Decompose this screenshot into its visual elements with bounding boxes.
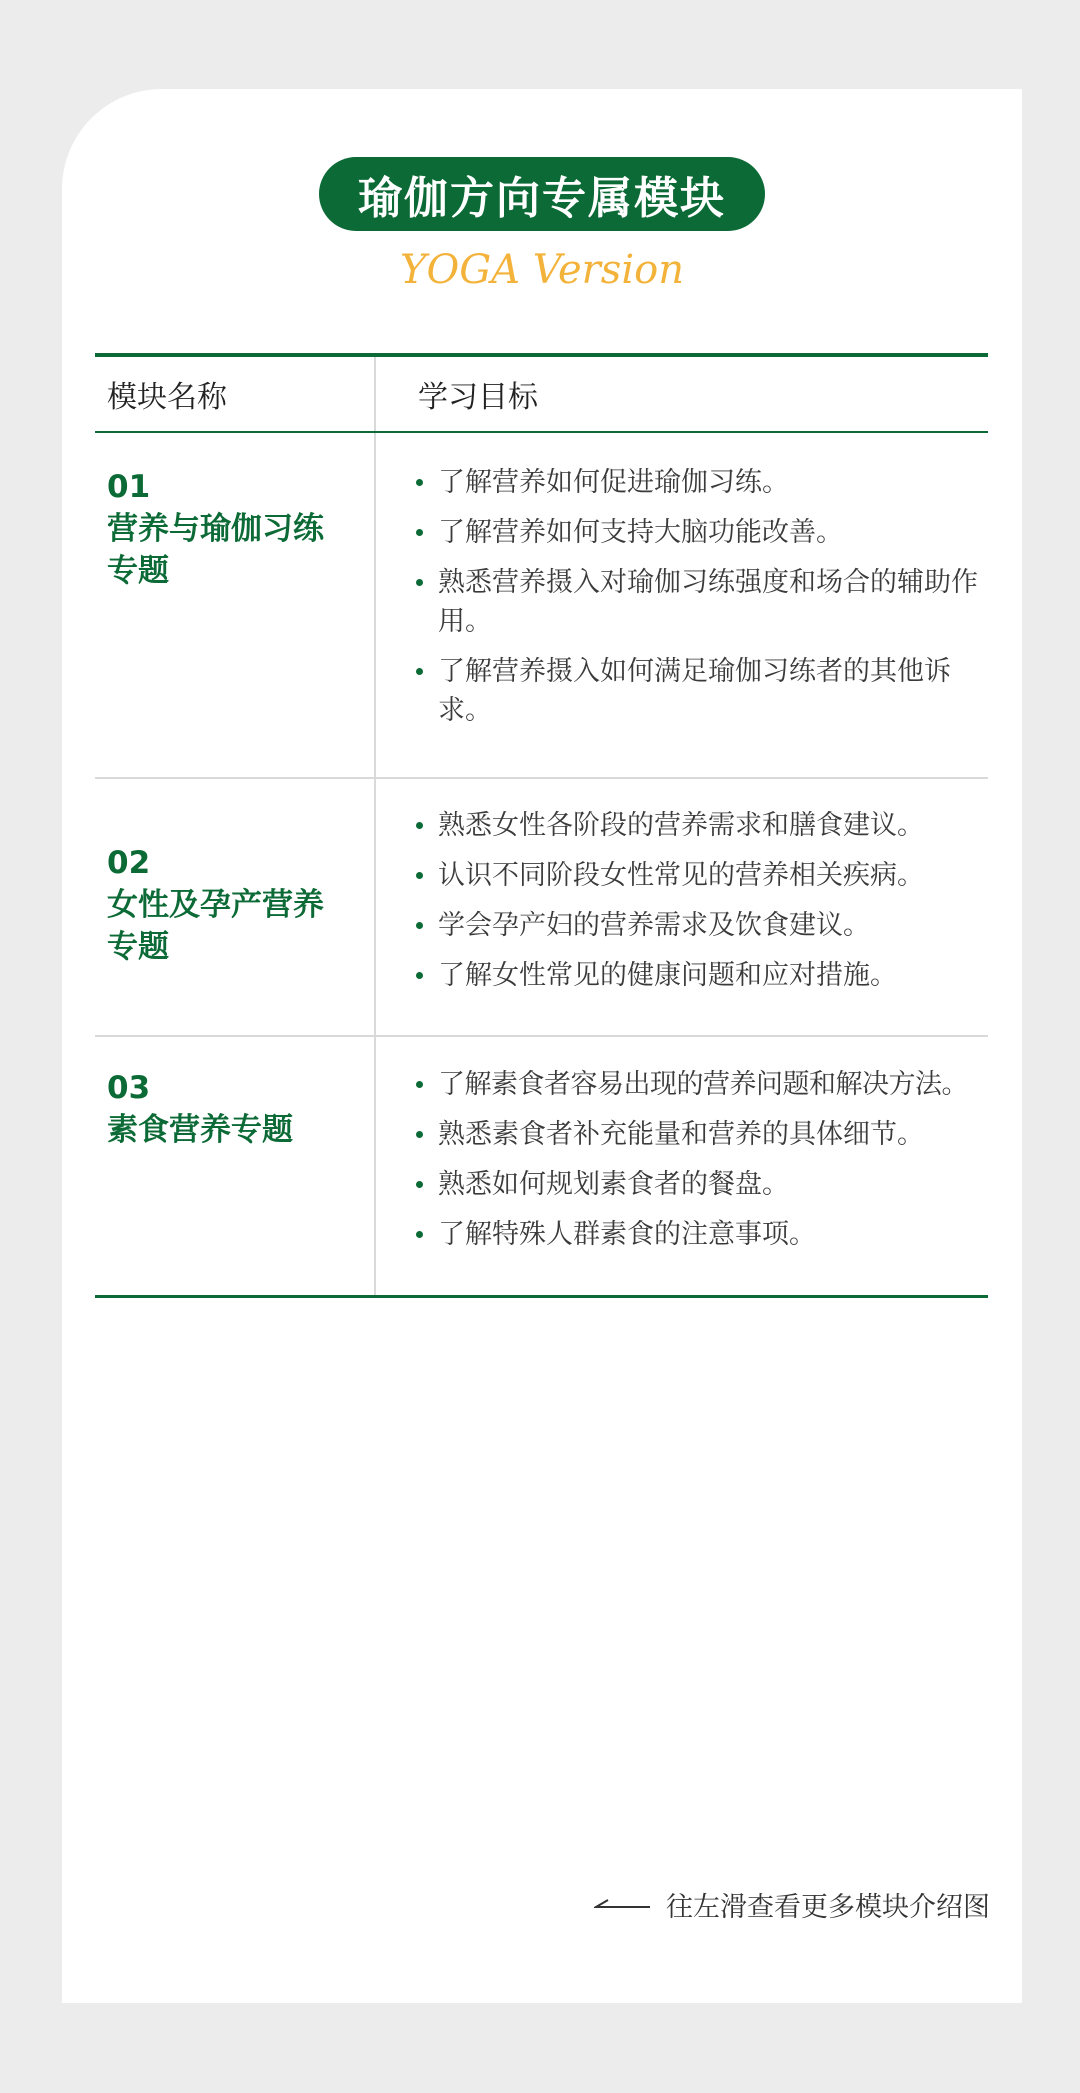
page-subtitle: YOGA Version bbox=[400, 247, 684, 293]
goal-item: 学会孕产妇的营养需求及饮食建议。 bbox=[416, 906, 982, 945]
table-row bbox=[95, 433, 988, 777]
table-row bbox=[95, 777, 988, 1035]
goal-item: 了解营养如何促进瑜伽习练。 bbox=[416, 463, 982, 502]
module-name-cell bbox=[95, 1037, 376, 1295]
goal-item: 了解女性常见的健康问题和应对措施。 bbox=[416, 956, 982, 995]
module-name-cell bbox=[95, 779, 376, 1035]
goal-item: 了解特殊人群素食的注意事项。 bbox=[416, 1215, 982, 1254]
left-arrow-icon bbox=[594, 1898, 650, 1912]
swipe-hint bbox=[594, 1885, 990, 1924]
goal-item: 了解营养如何支持大脑功能改善。 bbox=[416, 513, 982, 552]
module-number: 03 bbox=[107, 1070, 151, 1106]
module-title: 营养与瑜伽习练专题 bbox=[107, 511, 324, 589]
learning-goal-cell bbox=[376, 433, 988, 777]
goal-item: 熟悉如何规划素食者的餐盘。 bbox=[416, 1165, 982, 1204]
module-number: 01 bbox=[107, 469, 151, 505]
table-header bbox=[95, 357, 988, 433]
header-learning-goal: 学习目标 bbox=[418, 380, 538, 415]
module-name-cell bbox=[95, 433, 376, 777]
learning-goal-cell bbox=[376, 1037, 988, 1295]
module-title: 女性及孕产营养专题 bbox=[107, 887, 324, 965]
page-title: 瑜伽方向专属模块 bbox=[319, 157, 765, 231]
swipe-hint-text: 往左滑查看更多模块介绍图 bbox=[666, 1892, 990, 1923]
content-card bbox=[62, 89, 1022, 2003]
learning-goal-cell bbox=[376, 779, 988, 1035]
goal-list bbox=[416, 1065, 982, 1254]
goal-item: 熟悉女性各阶段的营养需求和膳食建议。 bbox=[416, 806, 982, 845]
module-title: 素食营养专题 bbox=[107, 1112, 293, 1148]
header-module-name: 模块名称 bbox=[95, 357, 376, 431]
goal-list bbox=[416, 463, 982, 730]
goal-item: 认识不同阶段女性常见的营养相关疾病。 bbox=[416, 856, 982, 895]
goal-item: 了解营养摄入如何满足瑜伽习练者的其他诉求。 bbox=[416, 652, 982, 730]
table-row bbox=[95, 1035, 988, 1295]
goal-item: 熟悉营养摄入对瑜伽习练强度和场合的辅助作用。 bbox=[416, 563, 982, 641]
goal-item: 熟悉素食者补充能量和营养的具体细节。 bbox=[416, 1115, 982, 1154]
goal-item: 了解素食者容易出现的营养问题和解决方法。 bbox=[416, 1065, 982, 1104]
goal-list bbox=[416, 806, 982, 995]
module-number: 02 bbox=[107, 845, 151, 881]
module-table bbox=[95, 353, 988, 1298]
